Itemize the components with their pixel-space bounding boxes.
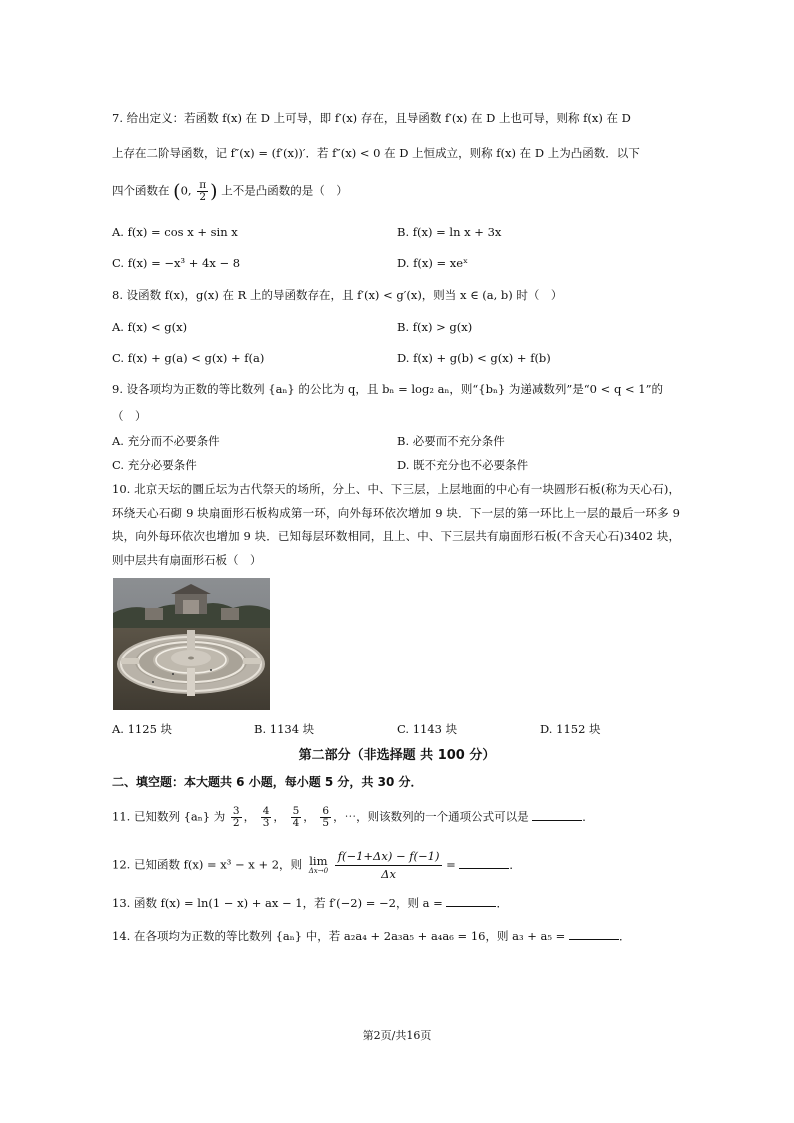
temple-of-heaven-photo <box>113 578 270 710</box>
section2-heading: 二、填空题：本大题共 6 小题，每小题 5 分，共 30 分． <box>112 775 423 789</box>
q8-option-a: A. f(x) < g(x) <box>112 320 188 334</box>
q8-option-c: C. f(x) + g(a) < g(x) + f(a) <box>112 351 265 365</box>
q8-stem: 8. 设函数 f(x)，g(x) 在 R 上的导函数存在，且 f′(x) < g′(x)，则当 x ∈ (a, b) 时（ ） <box>112 288 563 302</box>
q9-option-a: A. 充分而不必要条件 <box>112 434 220 448</box>
q11-pre: 11. 已知数列 {aₙ} 为 <box>112 809 226 824</box>
q12: 12. 已知函数 f(x) = x³ − x + 2，则 lim Δx→0 $\frac{f(-1+\Delta x) - f(-1)}{\Delta x}$ = ． <box>112 849 521 881</box>
q7-line3-pre: 四个函数在 <box>112 183 170 198</box>
q14: 14. 在各项均为正数的等比数列 {aₙ} 中，若 a₂a₄ + 2a₃a₅ + a₄a₆ = 16，则 a₃ + a₅ = ． <box>112 929 631 943</box>
q11-frac-1: $\frac{3}{2}$ <box>232 805 240 829</box>
circular-mound-altar-image <box>113 578 270 710</box>
q12-difference-quotient: $\frac{f(-1+\Delta x) - f(-1)}{\Delta x}$ <box>335 848 443 883</box>
q7-line3 <box>112 180 348 203</box>
q10-option-b: B. 1134 块 <box>254 722 315 736</box>
q9-option-c: C. 充分必要条件 <box>112 458 197 472</box>
q8-option-b: B. f(x) > g(x) <box>397 320 473 334</box>
q7-line3-post: 上不是凸函数的是（ ） <box>221 183 348 198</box>
q11-frac-4: $\frac{6}{5}$ <box>322 805 330 829</box>
q13: 13. 函数 f(x) = ln(1 − x) + ax − 1，若 f′(−2) = −2，则 a = ． <box>112 896 508 910</box>
q14-pre: 14. 在各项均为正数的等比数列 {aₙ} 中，若 a₂a₄ + 2a₃a₅ + a₄a₆ = 16，则 a₃ + a₅ = <box>112 929 566 943</box>
q10-option-a: A. 1125 块 <box>112 722 173 736</box>
q9-option-b: B. 必要而不充分条件 <box>397 434 505 448</box>
q9-stem: 9. 设各项均为正数的等比数列 {aₙ} 的公比为 q，且 bₙ = log₂ aₙ，则“{bₙ} 为递减数列”是“0 < q < 1”的 <box>112 382 663 396</box>
q14-answer-blank[interactable] <box>569 928 619 940</box>
q9-option-d: D. 既不充分也不必要条件 <box>397 458 529 472</box>
q11-post: ，⋯，则该数列的一个通项公式可以是 <box>333 809 529 824</box>
q11-answer-blank[interactable] <box>532 809 582 821</box>
page-footer: 第2页/共16页 <box>362 1029 432 1042</box>
q7-option-b: B. f(x) = ln x + 3x <box>397 225 502 239</box>
interval-left: 0, <box>180 183 192 198</box>
q7-option-a: A. f(x) = cos x + sin x <box>112 225 238 239</box>
q13-answer-blank[interactable] <box>446 895 496 907</box>
section2-title: 第二部分（非选择题 共 100 分） <box>298 748 496 763</box>
q12-pre: 12. 已知函数 f(x) = x³ − x + 2，则 <box>112 857 303 872</box>
q7-line2: 上存在二阶导函数，记 f″(x) = (f′(x))′．若 f″(x) < 0 在 D 上恒成立，则称 f(x) 在 D 上为凸函数．以下 <box>112 146 640 160</box>
q7-option-c: C. f(x) = −x³ + 4x − 8 <box>112 256 241 270</box>
q7-line1: 7. 给出定义：若函数 f(x) 在 D 上可导，即 f′(x) 存在，且导函数 f′(x) 在 D 上也可导，则称 f(x) 在 D <box>112 111 631 125</box>
q13-pre: 13. 函数 f(x) = ln(1 − x) + ax − 1，若 f′(−2) = −2，则 a = <box>112 896 443 910</box>
q12-answer-blank[interactable] <box>459 857 509 869</box>
q10-option-c: C. 1143 块 <box>397 722 458 736</box>
q7-option-d: D. f(x) = xeˣ <box>397 256 468 270</box>
q10-stem: 10. 北京天坛的圜丘坛为古代祭天的场所，分上、中、下三层，上层地面的中心有一块圆形石板(称为天心石)，环绕天心石砌 9 块扇面形石板构成第一环，向外每环依次增加 9 块．下一层的第一环比上一层的最后一环多 9 块，向外每环依次也增加 9 块．已知每层环数相同，且上、中、下三层共有扇面形石板(不含天心石)3402 块，则中层共有扇面形石板（ ） <box>112 482 680 567</box>
q11-frac-2: $\frac{4}{3}$ <box>262 805 270 829</box>
q11-frac-3: $\frac{5}{4}$ <box>292 805 300 829</box>
interval-open: ( <box>173 180 181 203</box>
q11: 11. 已知数列 {aₙ} 为 $\frac{3}{2}$ ， $\frac{4}{3}$ ， $\frac{5}{4}$ ， $\frac{6}{5}$ ，⋯，则该数列的一个通项公式可以是 ． <box>112 805 594 829</box>
q12-limit: lim Δx→0 <box>308 853 329 875</box>
interval-fraction: $\frac{\pi}{2}$ <box>199 179 207 203</box>
q9-paren: （ ） <box>112 409 147 423</box>
interval-close: ) <box>210 180 218 203</box>
q8-option-d: D. f(x) + g(b) < g(x) + f(b) <box>397 351 551 365</box>
q10-option-d: D. 1152 块 <box>540 722 601 736</box>
